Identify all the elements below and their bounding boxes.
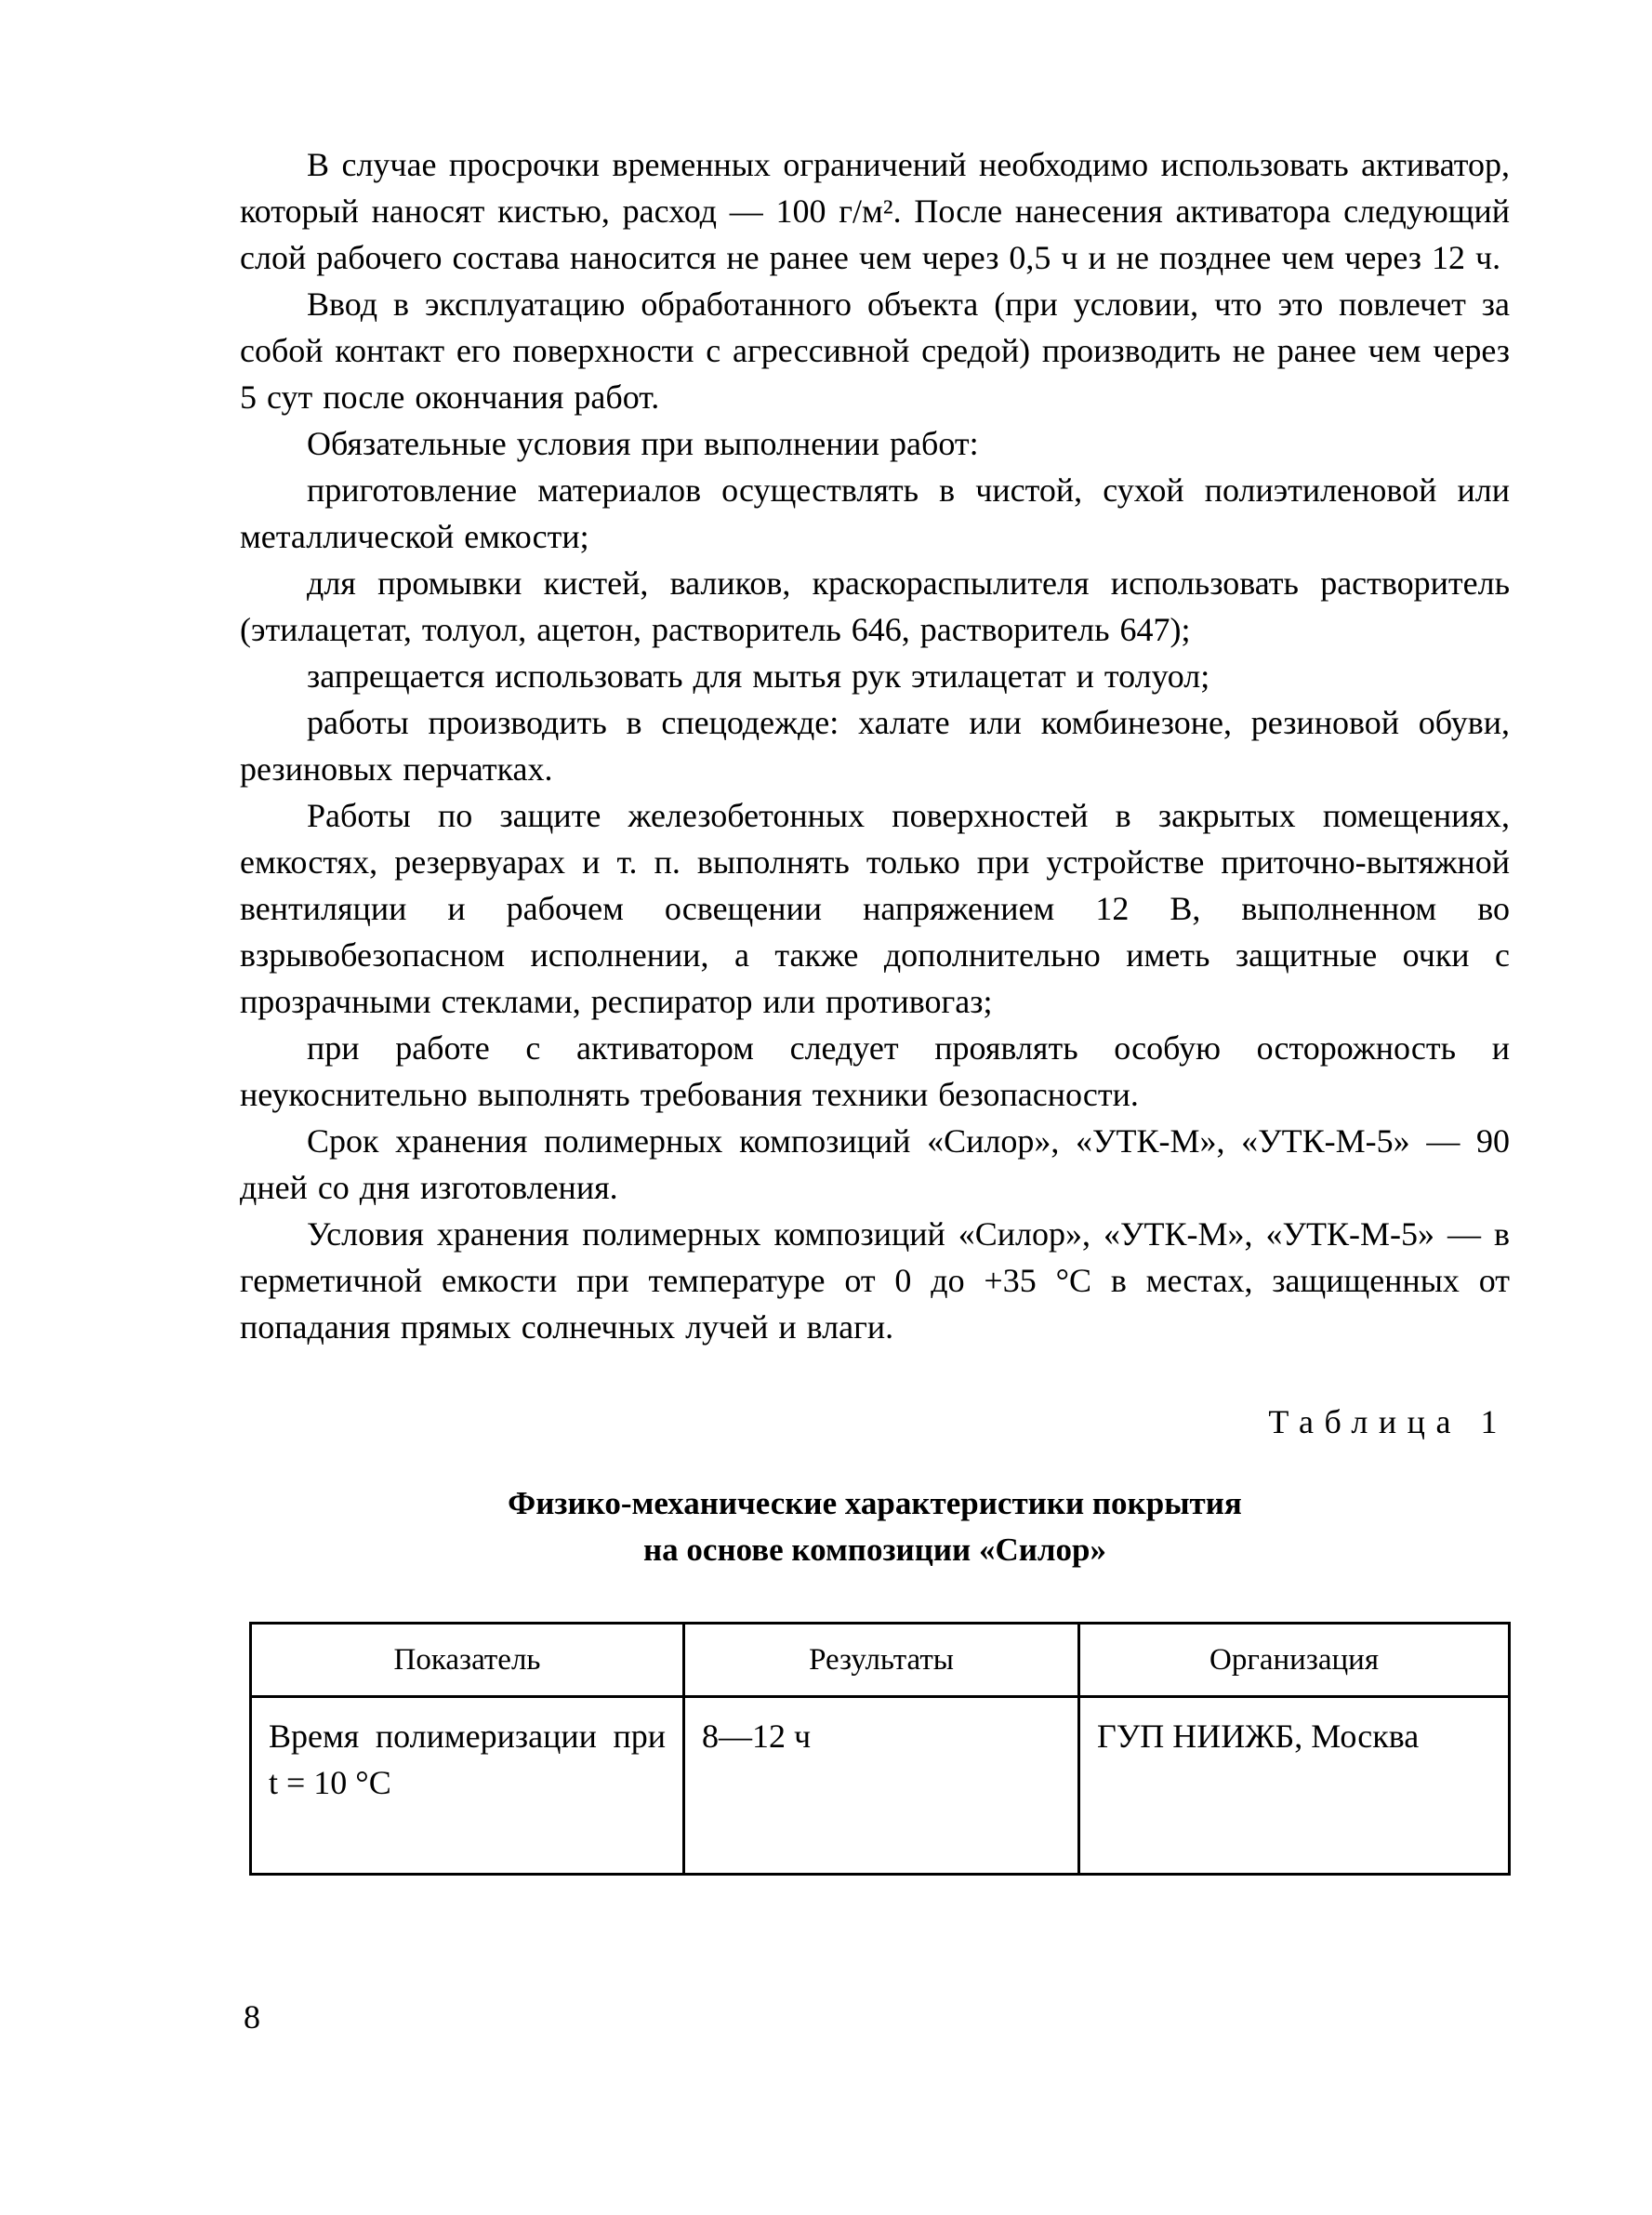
paragraph: В случае просрочки временных ограничений необходимо использовать активатор, который наносят кистью, расход — 100 г/м². После нанесения активатора следующий слой рабочего состава наносится не ранее чем через 0,5 ч и не позднее чем через 12 ч. xyxy=(240,146,1510,276)
paragraph: работы производить в спецодежде: халате или комбинезоне, резиновой обуви, резиновых перчатках. xyxy=(240,704,1510,788)
paragraph: для промывки кистей, валиков, краскораспылителя использовать растворитель (этилацетат, толуол, ацетон, растворитель 646, растворитель 647); xyxy=(240,564,1510,648)
table-title-line2: на основе композиции «Силор» xyxy=(643,1532,1106,1568)
page-number: 8 xyxy=(244,1998,260,2036)
table-cell-result: 8—12 ч xyxy=(684,1697,1079,1875)
table-header-row xyxy=(251,1624,1510,1697)
results-table xyxy=(249,1622,1511,1876)
paragraph: запрещается использовать для мытья рук этилацетат и толуол; xyxy=(307,657,1210,695)
column-header-rezultaty: Результаты xyxy=(684,1624,1079,1697)
table-cell-organization: ГУП НИИЖБ, Москва xyxy=(1079,1697,1510,1875)
table-title-line1: Физико-механические характеристики покрытия xyxy=(508,1485,1242,1521)
column-header-organizatsiya: Организация xyxy=(1079,1624,1510,1697)
table-caption-text: Таблица 1 xyxy=(1268,1403,1508,1440)
paragraph: Ввод в эксплуатацию обработанного объекта (при условии, что это повлечет за собой контакт его поверхности с агрессивной средой) производить не ранее чем через 5 сут после окончания работ. xyxy=(240,285,1510,416)
table-caption xyxy=(240,1402,1510,1441)
paragraph: Условия хранения полимерных композиций «Силор», «УТК-М», «УТК-М-5» — в герметичной емкости при температуре от 0 до +35 °С в местах, защищенных от попадания прямых солнечных лучей и влаги. xyxy=(240,1215,1510,1346)
paragraph: при работе с активатором следует проявлять особую осторожность и неукоснительно выполнять требования техники безопасности. xyxy=(240,1029,1510,1113)
table-row xyxy=(251,1697,1510,1875)
paragraph: Обязательные условия при выполнении работ: xyxy=(307,425,979,462)
table-cell-indicator: Время полимеризации при t = 10 °С xyxy=(251,1697,684,1875)
body-text xyxy=(240,141,1510,1876)
column-header-pokazatel: Показатель xyxy=(251,1624,684,1697)
paragraph: Работы по защите железобетонных поверхностей в закрытых помещениях, емкостях, резервуарах и т. п. выполнять только при устройстве приточно-вытяжной вентиляции и рабочем освещении напряжением 12 В, выполненном во взрывобезопасном исполнении, а также дополнительно иметь защитные очки с прозрачными стеклами, респиратор или противогаз; xyxy=(240,797,1510,1020)
table-title xyxy=(240,1480,1510,1573)
paragraph: приготовление материалов осуществлять в чистой, сухой полиэтиленовой или металлической емкости; xyxy=(240,471,1510,555)
paragraph: Срок хранения полимерных композиций «Силор», «УТК-М», «УТК-М-5» — 90 дней со дня изготовления. xyxy=(240,1122,1510,1206)
